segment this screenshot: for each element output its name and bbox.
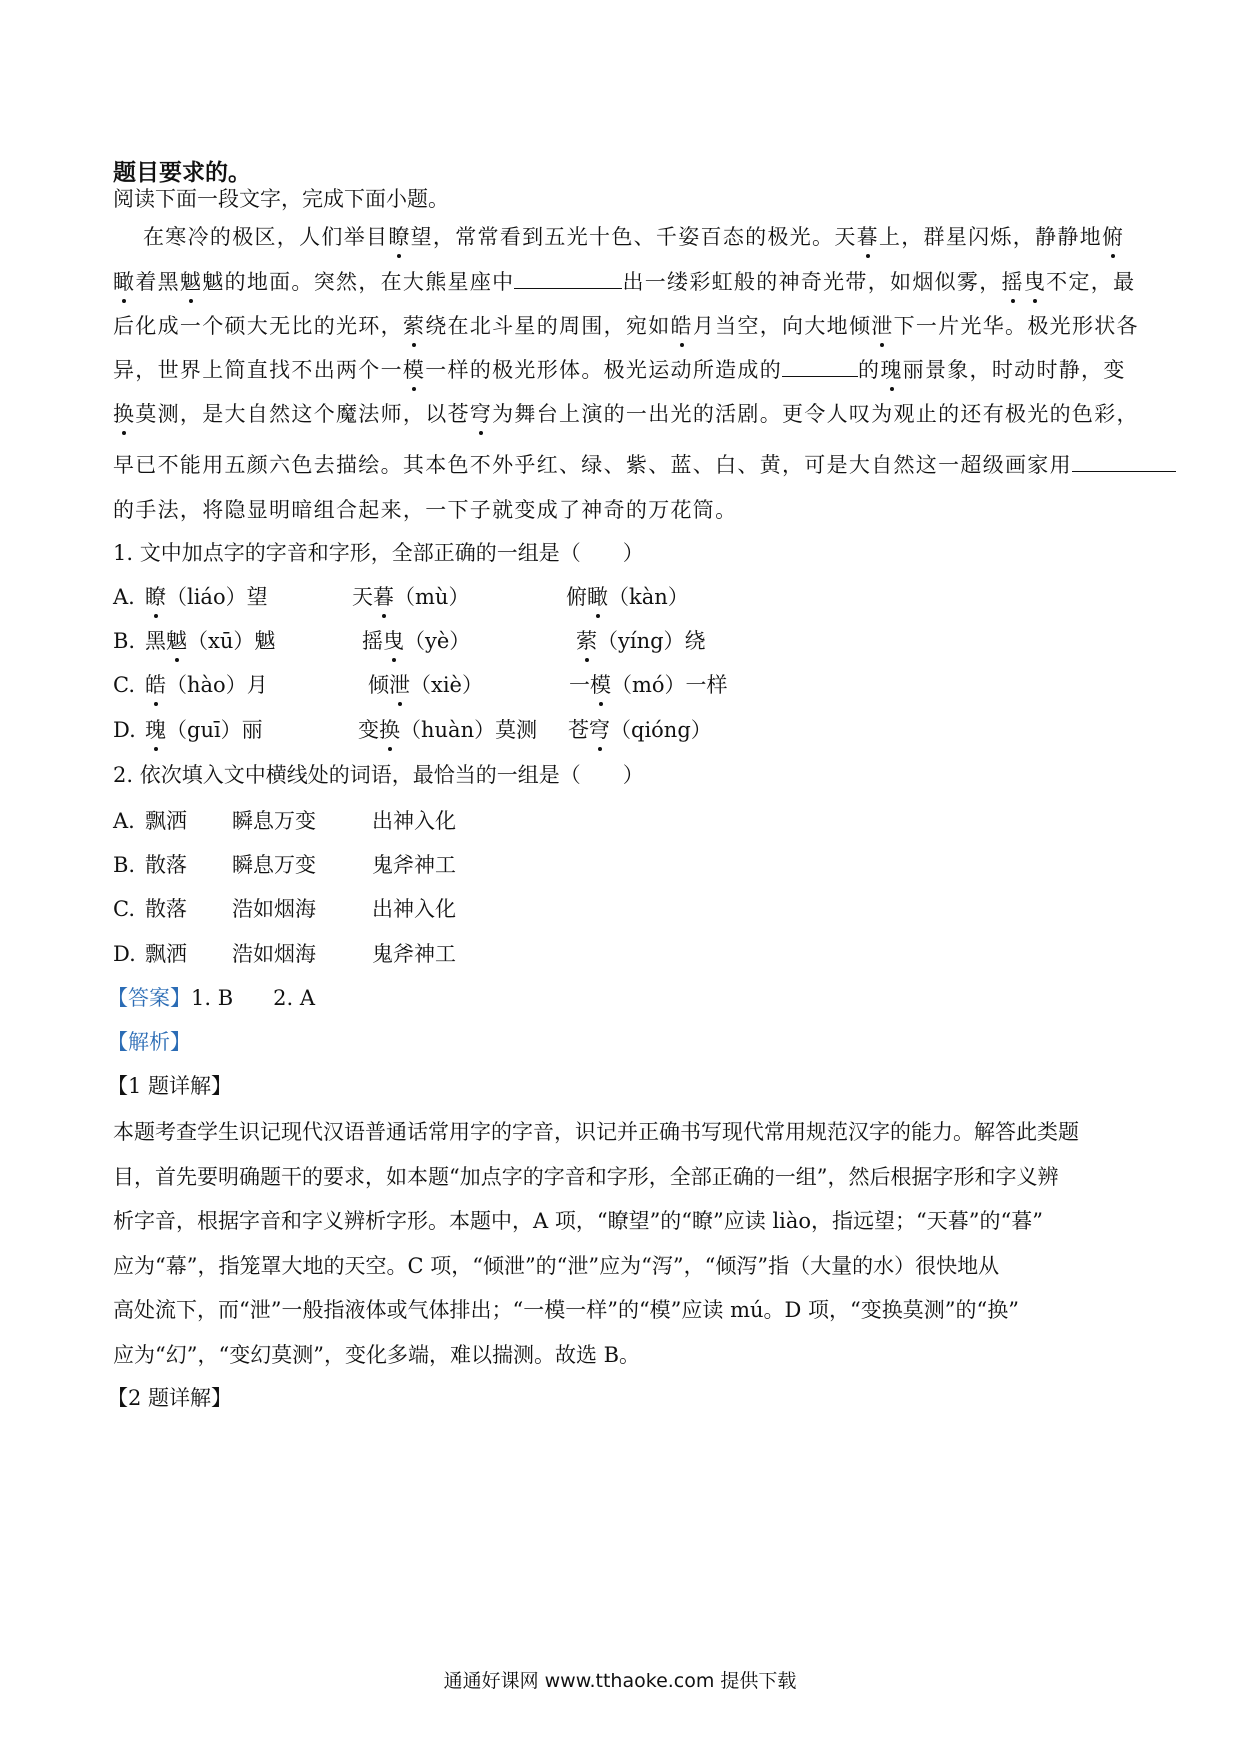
page-footer: 通通好课网 www.tthaoke.com 提供下载: [443, 1670, 797, 1692]
dotted-char: 模: [403, 355, 425, 385]
q2-option-a-word-1: 飘洒: [145, 809, 187, 833]
q2-option-b-word-3: 鬼斧神工: [372, 853, 456, 877]
dotted-char: 换: [113, 399, 135, 429]
fill-blank-3: [1072, 451, 1176, 472]
analysis-label: 【解析】: [107, 1030, 191, 1054]
passage-line-7: 的手法，将隐显明暗组合起来，一下子就变成了神奇的万花筒。: [113, 498, 738, 522]
detail-1-line-3: 析字音，根据字音和字义辨析字形。本题中，A 项，“瞭望”的“瞭”应读 liào，指远望；“天暮”的“暮”: [113, 1209, 1043, 1233]
dotted-char: 泄: [871, 311, 893, 341]
q1-option-c-item-3: 一模（mó）一样: [569, 670, 728, 700]
q2-option-b-word-2: 瞬息万变: [232, 853, 316, 877]
detail-1-label: 【1 题详解】: [107, 1074, 233, 1098]
q2-option-b-word-1: 散落: [145, 853, 187, 877]
dotted-char: 暮: [857, 222, 879, 252]
q2-option-c-word-3: 出神入化: [372, 897, 456, 921]
fill-blank-2: [782, 356, 858, 377]
passage-line-1: 在寒冷的极区，人们举目瞭望，常常看到五光十色、千姿百态的极光。天暮上，群星闪烁，静静地俯: [143, 222, 1124, 252]
passage-line-4: 异，世界上简直找不出两个一模一样的极光形体。极光运动所造成的 的瑰丽景象，时动时静，变: [113, 355, 1126, 385]
q2-option-a-word-3: 出神入化: [372, 809, 456, 833]
detail-1-line-1: 本题考查学生识记现代汉语普通话常用字的字音，识记并正确书写现代常用规范汉字的能力。解答此类题: [113, 1120, 1079, 1144]
section-heading: 题目要求的。: [113, 159, 251, 186]
q1-option-b-letter: B.: [113, 629, 136, 653]
q1-option-d-item-3: 苍穹（qióng）: [568, 715, 712, 745]
q2-option-c-word-1: 散落: [145, 897, 187, 921]
detail-1-line-2: 目，首先要明确题干的要求，如本题“加点字的字音和字形，全部正确的一组”，然后根据字形和字义辨: [113, 1165, 1059, 1189]
detail-1-line-5: 高处流下，而“泄”一般指液体或气体排出；“一模一样”的“模”应读 mú。D 项，“变换莫测”的“换”: [113, 1298, 1019, 1322]
passage-line-3: 后化成一个硕大无比的光环，萦绕在北斗星的周围，宛如皓月当空，向大地倾泄下一片光华。极光形状各: [113, 311, 1139, 341]
fill-blank-1: [514, 268, 622, 289]
dotted-char: 魆: [180, 267, 202, 297]
detail-1-line-4: 应为“幕”，指笼罩大地的天空。C 项，“倾泄”的“泄”应为“泻”，“倾泻”指（大量的水）很快地从: [113, 1254, 1000, 1278]
instruction-text: 阅读下面一段文字，完成下面小题。: [113, 187, 449, 211]
q1-option-b-item-3: 萦（yíng）绕: [576, 626, 706, 656]
answer-1: 1. B: [191, 986, 234, 1010]
q2-option-a-letter: A.: [113, 809, 135, 833]
passage-line-2: 瞰着黑魆魆的地面。突然，在大熊星座中 出一缕彩虹般的神奇光带，如烟似雾，摇曳不定，最: [113, 267, 1135, 297]
q2-option-d-word-1: 飘洒: [145, 942, 187, 966]
dotted-char: 皓: [671, 311, 693, 341]
dotted-char: 穹: [470, 399, 492, 429]
dotted-char: 瑰: [880, 355, 902, 385]
dotted-char: 瞰: [113, 267, 135, 297]
q1-option-c-item-2: 倾泄（xiè）: [368, 670, 483, 700]
answer-2: 2. A: [273, 986, 316, 1010]
q1-option-b-item-1: 黑魆（xū）魆: [145, 626, 275, 656]
q2-option-b-letter: B.: [113, 853, 136, 877]
q2-option-d-letter: D.: [113, 942, 136, 966]
q1-option-a-item-3: 俯瞰（kàn）: [566, 582, 689, 612]
q1-option-d-letter: D.: [113, 718, 136, 742]
answer-line: [107, 983, 315, 1013]
q1-option-b-item-2: 摇曳（yè）: [362, 626, 470, 656]
q1-option-a-item-2: 天暮（mù）: [352, 582, 469, 612]
q1-option-d-item-2: 变换（huàn）莫测: [358, 715, 537, 745]
q1-option-d-item-1: 瑰（guī）丽: [145, 715, 263, 745]
answer-label: 【答案】: [107, 986, 191, 1010]
detail-1-line-6: 应为“幻”，“变幻莫测”，变化多端，难以揣测。故选 B。: [113, 1343, 641, 1367]
q2-option-d-word-2: 浩如烟海: [232, 942, 316, 966]
passage-line-5: 换莫测，是大自然这个魔法师，以苍穹为舞台上演的一出光的活剧。更令人叹为观止的还有极光的色彩，: [113, 399, 1139, 429]
passage-line-6: 早已不能用五颜六色去描绘。其本色不外乎红、绿、紫、蓝、白、黄，可是大自然这一超级画家用: [113, 450, 1176, 480]
question-1-stem: 1. 文中加点字的字音和字形，全部正确的一组是（ ）: [113, 541, 644, 565]
q1-option-c-letter: C.: [113, 673, 135, 697]
q1-option-a-letter: A.: [113, 585, 135, 609]
q2-option-d-word-3: 鬼斧神工: [372, 942, 456, 966]
q2-option-c-letter: C.: [113, 897, 135, 921]
q2-option-a-word-2: 瞬息万变: [232, 809, 316, 833]
dotted-char: 瞭: [388, 222, 410, 252]
dotted-char: 曳: [1024, 267, 1046, 297]
dotted-char: 萦: [403, 311, 425, 341]
q1-option-c-item-1: 皓（hào）月: [145, 670, 268, 700]
q1-option-a-item-1: 瞭（liáo）望: [145, 582, 268, 612]
dotted-char: 俯: [1102, 222, 1124, 252]
question-2-stem: 2. 依次填入文中横线处的词语，最恰当的一组是（ ）: [113, 763, 644, 787]
q2-option-c-word-2: 浩如烟海: [232, 897, 316, 921]
dotted-char: 摇: [1002, 267, 1024, 297]
detail-2-label: 【2 题详解】: [107, 1386, 233, 1410]
